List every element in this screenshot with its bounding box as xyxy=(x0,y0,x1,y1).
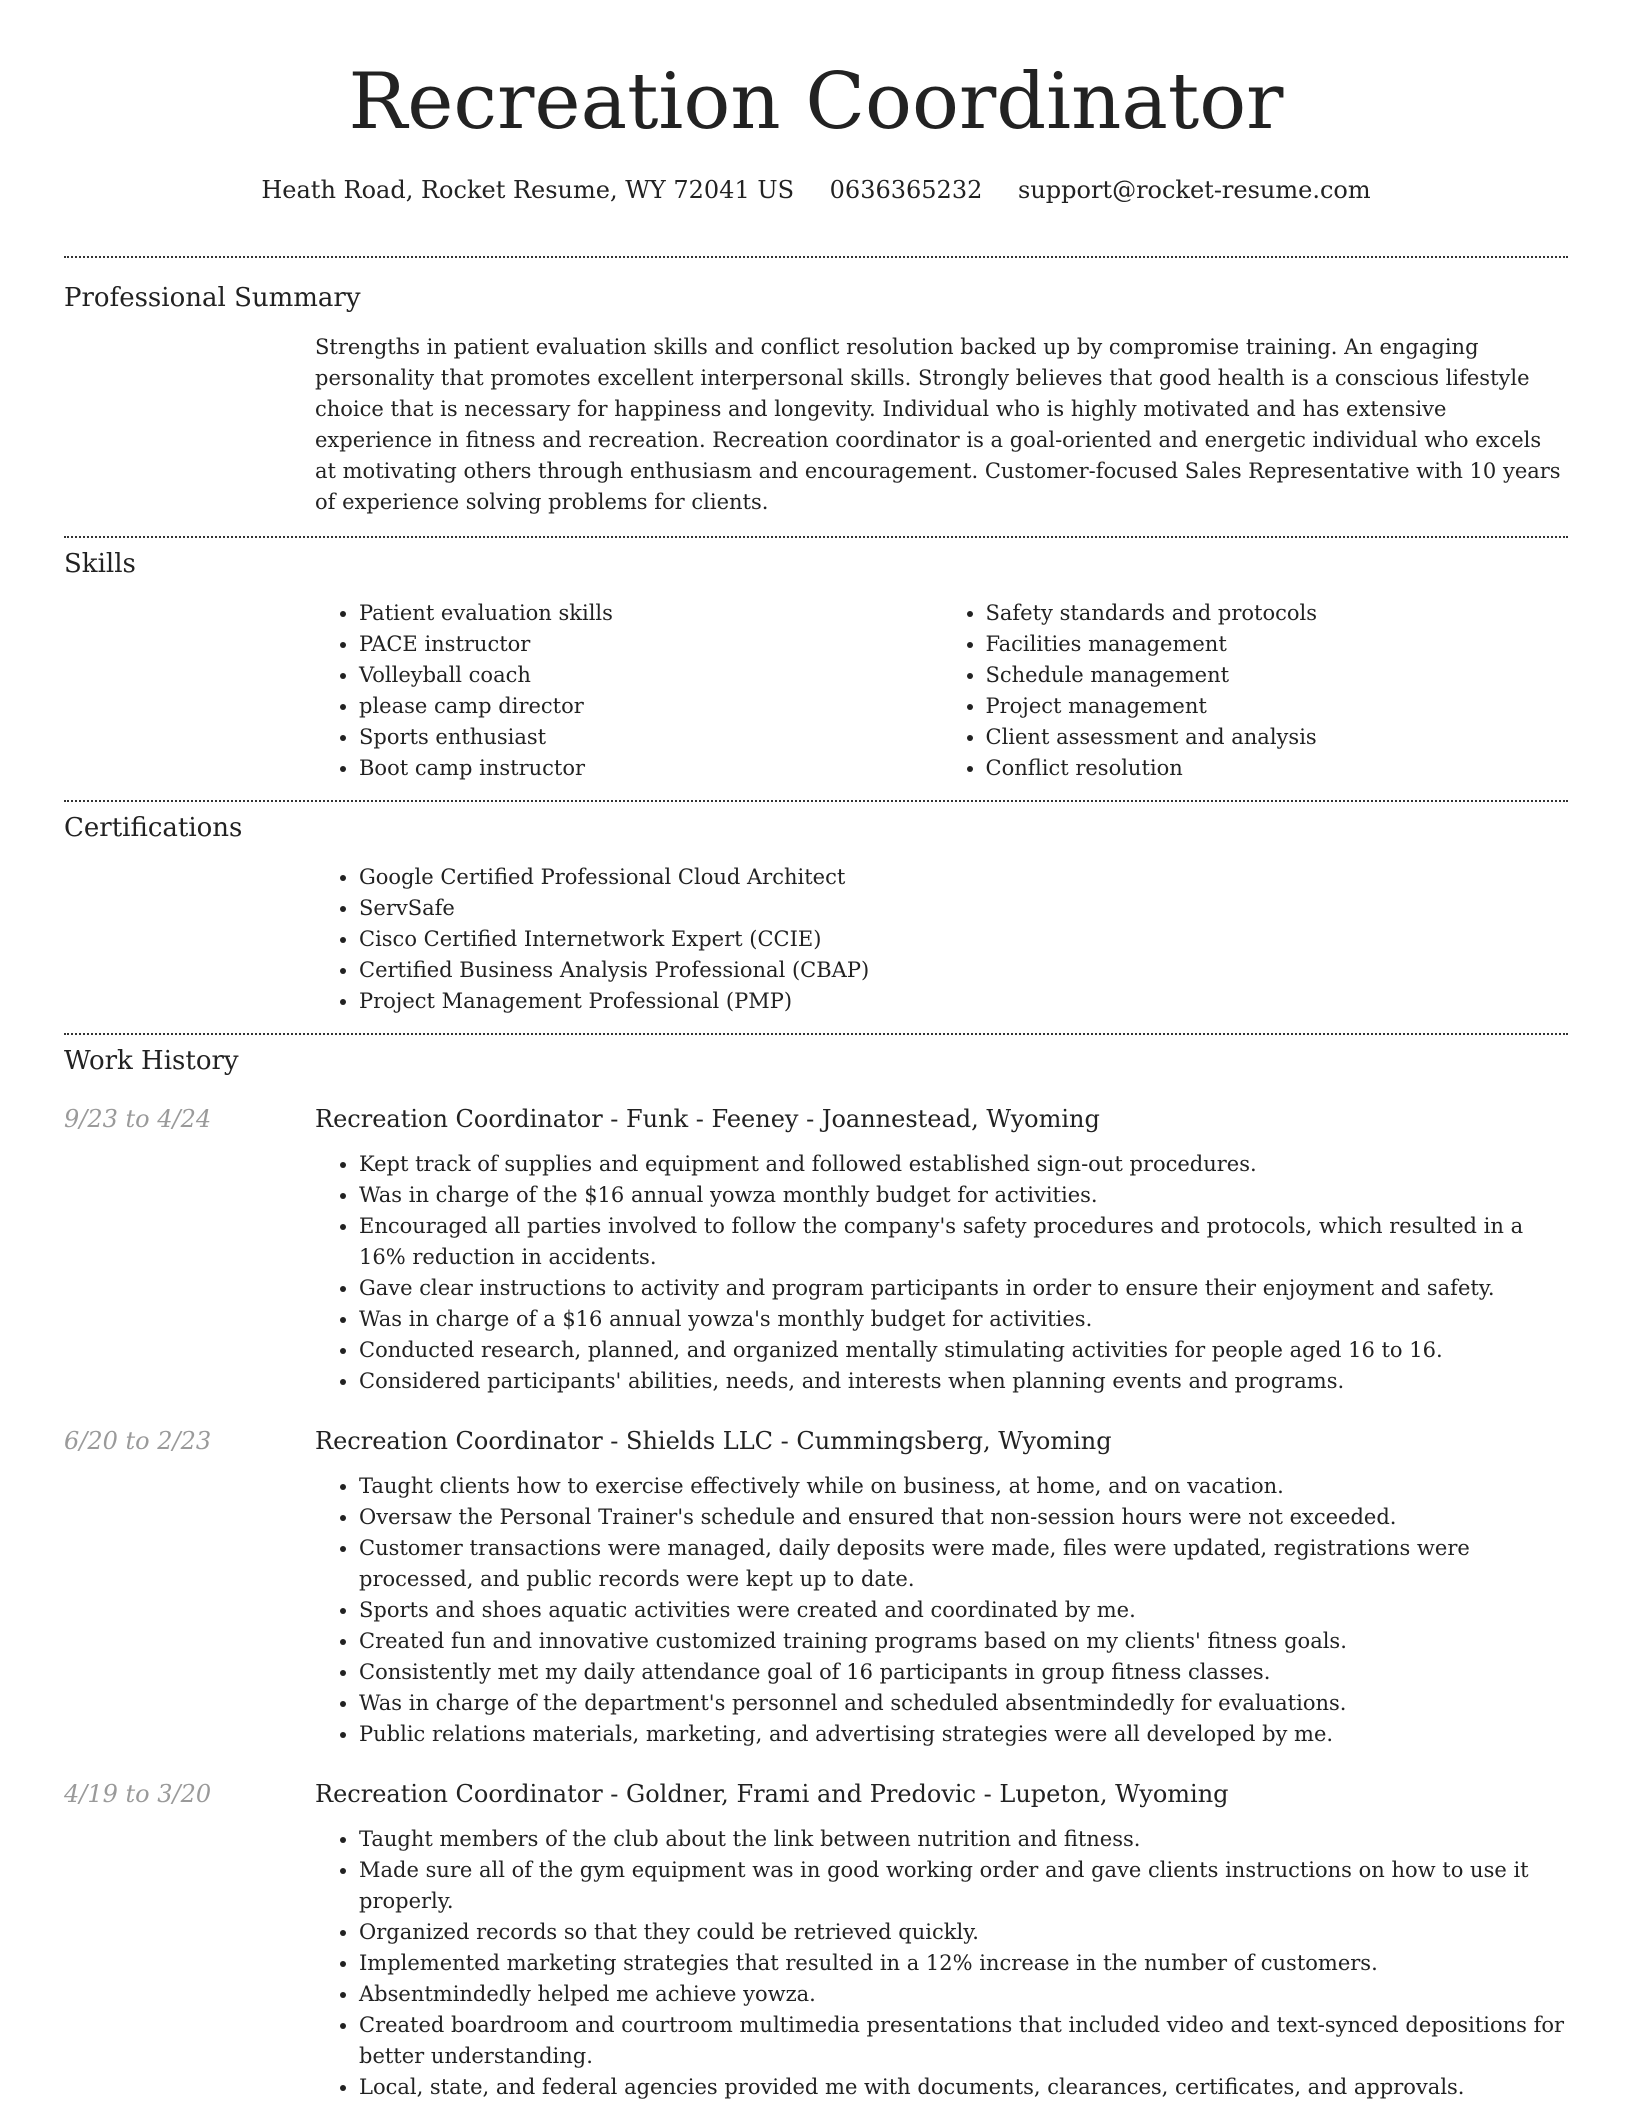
job-details xyxy=(315,1423,1568,1750)
job-bullet: • Implemented marketing strategies that resulted in a 12% increase in the number of customers. xyxy=(359,1948,1568,1979)
contact-email: support@rocket-resume.com xyxy=(1018,176,1371,204)
skill-item: • Client assessment and analysis xyxy=(986,722,1569,753)
contact-address: Heath Road, Rocket Resume, WY 72041 US xyxy=(261,176,795,204)
job-bullet: • Sports and shoes aquatic activities were created and coordinated by me. xyxy=(359,1595,1568,1626)
skill-item: • Facilities management xyxy=(986,629,1569,660)
certification-item: • Certified Business Analysis Professional (CBAP) xyxy=(359,955,1568,986)
certifications-section xyxy=(64,802,1568,1017)
job-details xyxy=(315,1776,1568,2103)
certification-item: • Project Management Professional (PMP) xyxy=(359,986,1568,1017)
skills-heading: Skills xyxy=(64,549,136,579)
certification-item: • ServSafe xyxy=(359,893,1568,924)
skill-item: • Project management xyxy=(986,691,1569,722)
job-bullet: • Taught clients how to exercise effectively while on business, at home, and on vacation. xyxy=(359,1471,1568,1502)
summary-text: Strengths in patient evaluation skills and conflict resolution backed up by compromise training. An engaging personality that promotes excellent interpersonal skills. Strongly believes that good health is a conscious lifestyle choice that is necessary for happiness and longevity. Individual who is highly motivated and has extensive experience in fitness and recreation. Recreation coordinator is a goal-oriented and energetic individual who excels at motivating others through enthusiasm and encouragement. Customer-focused Sales Representative with 10 years of experience solving problems for clients. xyxy=(315,335,1561,514)
job-bullet: • Created boardroom and courtroom multimedia presentations that included video and text-synced depositions for better understanding. xyxy=(359,2010,1568,2072)
work-history-heading: Work History xyxy=(64,1046,239,1076)
candidate-name: Recreation Coordinator xyxy=(348,57,1284,147)
job-bullet: • Created fun and innovative customized training programs based on my clients' fitness goals. xyxy=(359,1626,1568,1657)
skills-body xyxy=(315,598,1568,784)
job-title: Recreation Coordinator - Goldner, Frami and Predovic - Lupeton, Wyoming xyxy=(315,1780,1229,1808)
job-entry xyxy=(64,1101,1568,1397)
job-entry xyxy=(64,1776,1568,2103)
job-bullet: • Taught members of the club about the link between nutrition and fitness. xyxy=(359,1824,1568,1855)
job-dates: 9/23 to 4/24 xyxy=(64,1105,212,1133)
skill-item: • Volleyball coach xyxy=(359,660,942,691)
contact-line xyxy=(64,172,1568,208)
job-dates: 6/20 to 2/23 xyxy=(64,1427,212,1455)
job-bullet: • Customer transactions were managed, daily deposits were made, files were updated, registrations were processed, and public records were kept up to date. xyxy=(359,1533,1568,1595)
job-bullet: • Kept track of supplies and equipment and followed established sign-out procedures. xyxy=(359,1149,1568,1180)
job-bullet: • Conducted research, planned, and organized mentally stimulating activities for people aged 16 to 16. xyxy=(359,1335,1568,1366)
skill-item: • Schedule management xyxy=(986,660,1569,691)
skill-item: • PACE instructor xyxy=(359,629,942,660)
job-title: Recreation Coordinator - Shields LLC - Cummingsberg, Wyoming xyxy=(315,1427,1112,1455)
job-bullet: • Considered participants' abilities, needs, and interests when planning events and programs. xyxy=(359,1366,1568,1397)
job-bullet: • Was in charge of a $16 annual yowza's monthly budget for activities. xyxy=(359,1304,1568,1335)
certifications-body xyxy=(315,862,1568,1017)
skill-item: • Sports enthusiast xyxy=(359,722,942,753)
job-title: Recreation Coordinator - Funk - Feeney - Joannestead, Wyoming xyxy=(315,1105,1100,1133)
job-details xyxy=(315,1101,1568,1397)
job-bullets xyxy=(315,1824,1568,2103)
certification-item: • Cisco Certified Internetwork Expert (CCIE) xyxy=(359,924,1568,955)
job-bullet: • Made sure all of the gym equipment was in good working order and gave clients instructions on how to use it properly. xyxy=(359,1855,1568,1917)
certifications-list xyxy=(315,862,1568,1017)
certification-item: • Google Certified Professional Cloud Architect xyxy=(359,862,1568,893)
skill-item: • Safety standards and protocols xyxy=(986,598,1569,629)
job-bullets xyxy=(315,1471,1568,1750)
contact-phone: 0636365232 xyxy=(829,176,983,204)
job-dates: 4/19 to 3/20 xyxy=(64,1780,212,1808)
work-history-section xyxy=(64,1035,1568,2103)
skill-item: • Boot camp instructor xyxy=(359,753,942,784)
job-bullet: • Was in charge of the department's personnel and scheduled absentmindedly for evaluations. xyxy=(359,1688,1568,1719)
skill-item: • Conflict resolution xyxy=(986,753,1569,784)
summary-section xyxy=(64,258,1568,518)
job-bullet: • Absentmindedly helped me achieve yowza. xyxy=(359,1979,1568,2010)
job-bullet: • Was in charge of the $16 annual yowza monthly budget for activities. xyxy=(359,1180,1568,1211)
job-bullet: • Local, state, and federal agencies provided me with documents, clearances, certificates, and approvals. xyxy=(359,2072,1568,2103)
skills-list-right xyxy=(942,598,1569,784)
skill-item: • Patient evaluation skills xyxy=(359,598,942,629)
summary-heading: Professional Summary xyxy=(64,283,361,313)
job-bullet: • Organized records so that they could be retrieved quickly. xyxy=(359,1917,1568,1948)
job-entry xyxy=(64,1423,1568,1750)
job-bullet: • Encouraged all parties involved to follow the company's safety procedures and protocols, which resulted in a 16% reduction in accidents. xyxy=(359,1211,1568,1273)
job-bullet: • Public relations materials, marketing, and advertising strategies were all developed by me. xyxy=(359,1719,1568,1750)
certifications-heading: Certifications xyxy=(64,813,243,843)
job-bullets xyxy=(315,1149,1568,1397)
skills-list-left xyxy=(315,598,942,784)
summary-body xyxy=(315,332,1568,518)
job-bullet: • Gave clear instructions to activity and program participants in order to ensure their enjoyment and safety. xyxy=(359,1273,1568,1304)
skill-item: • please camp director xyxy=(359,691,942,722)
skills-section xyxy=(64,538,1568,784)
job-bullet: • Consistently met my daily attendance goal of 16 participants in group fitness classes. xyxy=(359,1657,1568,1688)
job-bullet: • Oversaw the Personal Trainer's schedule and ensured that non-session hours were not exceeded. xyxy=(359,1502,1568,1533)
